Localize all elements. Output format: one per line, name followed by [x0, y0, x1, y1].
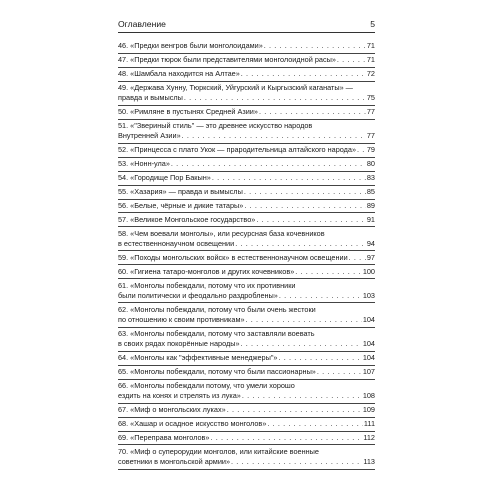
dot-leader	[241, 339, 362, 349]
dot-leader	[256, 215, 366, 225]
toc-entry-title: 57. «Великое Монгольское государство»	[118, 214, 256, 224]
toc-entry-line	[118, 83, 375, 93]
dot-leader	[246, 315, 362, 325]
toc-entry-title: 61. «Монголы побеждали, потому что их противники	[118, 280, 296, 290]
toc-entry-line	[118, 419, 375, 429]
toc-entry-line	[118, 315, 375, 325]
toc-entry-line	[118, 229, 375, 239]
toc-entry	[118, 158, 375, 172]
toc-entry	[118, 366, 375, 380]
toc-entry	[118, 418, 375, 432]
dot-leader	[235, 239, 366, 249]
dot-leader	[349, 253, 366, 263]
toc-entry-title: Внутренней Азии»	[118, 131, 181, 141]
toc-entry-title: в естественнонаучном освещении	[118, 238, 235, 248]
toc-entry-title: правда и вымыслы	[118, 93, 183, 103]
toc-entry-page: 112	[363, 432, 375, 442]
dot-leader	[227, 405, 362, 415]
toc-entry	[118, 279, 375, 303]
toc-entry-line	[118, 69, 375, 79]
dot-leader	[242, 391, 362, 401]
toc-entry-title: 69. «Переправа монголов»	[118, 432, 210, 442]
toc-entry-line	[118, 131, 375, 141]
toc-entry-line	[118, 305, 375, 315]
toc-entry-line	[118, 201, 375, 211]
toc-entry-page: 104	[362, 315, 375, 325]
toc-entry-title: советники в монгольской армии»	[118, 457, 231, 467]
toc-entry-page: 103	[362, 290, 375, 300]
toc-entry-page: 79	[366, 145, 375, 155]
toc-entry-page: 97	[366, 252, 375, 262]
toc-entry-line	[118, 353, 375, 363]
toc-entry-page: 104	[362, 353, 375, 363]
toc-entry	[118, 213, 375, 227]
toc-entry-title: 67. «Миф о монгольских луках»	[118, 405, 226, 415]
toc-entry-title: 54. «Городище Пор Бакын»	[118, 173, 211, 183]
toc-entry-line	[118, 291, 375, 301]
dot-leader	[317, 367, 362, 377]
toc-entry-page: 100	[362, 266, 375, 276]
toc-entry-page: 75	[366, 93, 375, 103]
toc-entry-title: 66. «Монголы побеждали потому, что умели хорошо	[118, 380, 295, 390]
toc-entry	[118, 445, 375, 469]
toc-entry-title: ездить на конях и стрелять из лука»	[118, 391, 241, 401]
toc-entry-page: 107	[362, 367, 375, 376]
toc-entry-line	[118, 93, 375, 103]
toc-entry	[118, 106, 375, 120]
toc-entry	[118, 432, 375, 446]
toc-entry-page: 104	[362, 339, 375, 349]
toc-entry	[118, 251, 375, 265]
toc-entry	[118, 404, 375, 418]
toc-entry-page: 94	[366, 238, 375, 248]
toc-entry-line	[118, 145, 375, 155]
toc-entry-title: 65. «Монголы побеждали, потому что были пассионарны»	[118, 367, 316, 376]
dot-leader	[264, 41, 366, 51]
toc-entry-page: 85	[366, 186, 375, 196]
toc-entry-page: 72	[366, 69, 375, 79]
header-page-number: 5	[370, 19, 375, 29]
toc-entry	[118, 303, 375, 327]
toc-entry	[118, 82, 375, 106]
toc-entry-title: 55. «Хазария» — правда и вымыслы	[118, 186, 243, 196]
toc-entry-line	[118, 367, 375, 377]
toc-entry-title: 60. «Гигиена татаро-монголов и других кочевников»	[118, 266, 295, 276]
dot-leader	[231, 457, 362, 467]
toc-entry	[118, 40, 375, 54]
toc-entry-line	[118, 281, 375, 291]
toc-entry-line	[118, 107, 375, 117]
dot-leader	[182, 131, 366, 141]
toc-entry-line	[118, 381, 375, 391]
toc-entry-title: 63. «Монголы побеждали, потому что заставляли воевать	[118, 328, 315, 338]
dot-leader	[267, 419, 363, 429]
toc-entry-title: 64. «Монголы как "эффективные менеджеры"»	[118, 353, 278, 363]
dot-leader	[212, 173, 366, 183]
toc-entry	[118, 68, 375, 82]
toc-entry-title: 51. «"Звериный стиль" — это древнее искусство народов	[118, 121, 313, 131]
toc-entry-page: 77	[366, 107, 375, 117]
toc-entry-line	[118, 405, 375, 415]
toc-entry-page: 77	[366, 131, 375, 141]
toc-entry-line	[118, 253, 375, 263]
toc-entry-title: 46. «Предки венгров были монголоидами»	[118, 41, 263, 51]
dot-leader	[357, 145, 366, 155]
toc-entry-page: 111	[363, 418, 375, 428]
toc-entry-line	[118, 239, 375, 249]
toc-entry-line	[118, 121, 375, 131]
toc-entry	[118, 227, 375, 251]
dot-leader	[279, 291, 362, 301]
header-title: Оглавление	[118, 19, 166, 29]
toc-entry-line	[118, 329, 375, 339]
toc-entry-title: 70. «Миф о суперорудии монголов, или китайские военные	[118, 446, 319, 456]
toc-entry-title: по отношению к своим противникам»	[118, 315, 245, 325]
page-header	[118, 18, 375, 33]
dot-leader	[259, 107, 366, 117]
toc-entry	[118, 144, 375, 158]
toc-entry	[118, 120, 375, 144]
toc-entry	[118, 352, 375, 366]
toc-entry-title: 58. «Чем воевали монголы», или ресурсная база кочевников	[118, 228, 325, 238]
toc-entry	[118, 200, 375, 214]
toc-entry	[118, 172, 375, 186]
toc-entry-page: 109	[362, 405, 375, 415]
toc-entry-title: 50. «Римляне в пустынях Средней Азии»	[118, 107, 258, 117]
toc-entry-page: 108	[362, 391, 375, 401]
toc-entry	[118, 380, 375, 404]
toc-entry-page: 89	[366, 200, 375, 210]
toc-entry-title: 49. «Держава Хунну, Тюркский, Уйгурский и Кыргызский каганаты» —	[118, 82, 353, 92]
dot-leader	[295, 267, 362, 277]
toc-entry-title: 48. «Шамбала находится на Алтае»	[118, 69, 240, 79]
toc-entry-title: 53. «Нонн-ула»	[118, 159, 170, 169]
dot-leader	[171, 159, 366, 169]
toc-entry	[118, 186, 375, 200]
toc-entry-line	[118, 457, 375, 467]
toc-entry-line	[118, 55, 375, 65]
toc-entry-title: 47. «Предки тюрок были представителями монголоидной расы»	[118, 55, 336, 65]
toc-entry-page: 71	[366, 41, 375, 51]
toc-entry-title: 52. «Принцесса с плато Укок — прародительница алтайского народа»	[118, 145, 357, 155]
toc-entry-line	[118, 267, 375, 277]
dot-leader	[244, 201, 366, 211]
toc-entry	[118, 328, 375, 352]
dot-leader	[337, 55, 366, 65]
toc-entry	[118, 265, 375, 279]
toc-entry-title: 56. «Белые, чёрные и дикие татары»	[118, 200, 244, 210]
toc-entry-page: 83	[366, 173, 375, 183]
dot-leader	[210, 433, 362, 443]
toc-entry-title: в своих рядах покорённые народы»	[118, 339, 240, 349]
dot-leader	[279, 353, 362, 363]
toc-entry-line	[118, 391, 375, 401]
toc-entry-title: 59. «Походы монгольских войск» в естественнонаучном освещении	[118, 252, 348, 262]
dot-leader	[241, 69, 366, 79]
toc-entry-line	[118, 215, 375, 225]
toc-entry-line	[118, 187, 375, 197]
toc-entry-line	[118, 339, 375, 349]
toc-entry-line	[118, 159, 375, 169]
toc-entry-line	[118, 173, 375, 183]
table-of-contents	[118, 40, 375, 470]
dot-leader	[244, 187, 366, 197]
toc-entry-page: 71	[366, 55, 375, 65]
toc-entry-line	[118, 447, 375, 457]
toc-entry-line	[118, 433, 375, 443]
toc-entry-title: 62. «Монголы побеждали, потому что были очень жестоки	[118, 304, 316, 314]
toc-entry-page: 91	[366, 214, 375, 224]
toc-entry-page: 113	[363, 457, 375, 467]
toc-entry	[118, 54, 375, 68]
toc-entry-title: были политически и феодально раздроблены»	[118, 290, 278, 300]
dot-leader	[184, 93, 366, 103]
toc-entry-title: 68. «Хашар и осадное искусство монголов»	[118, 418, 267, 428]
toc-entry-line	[118, 41, 375, 51]
toc-entry-page: 80	[366, 159, 375, 169]
